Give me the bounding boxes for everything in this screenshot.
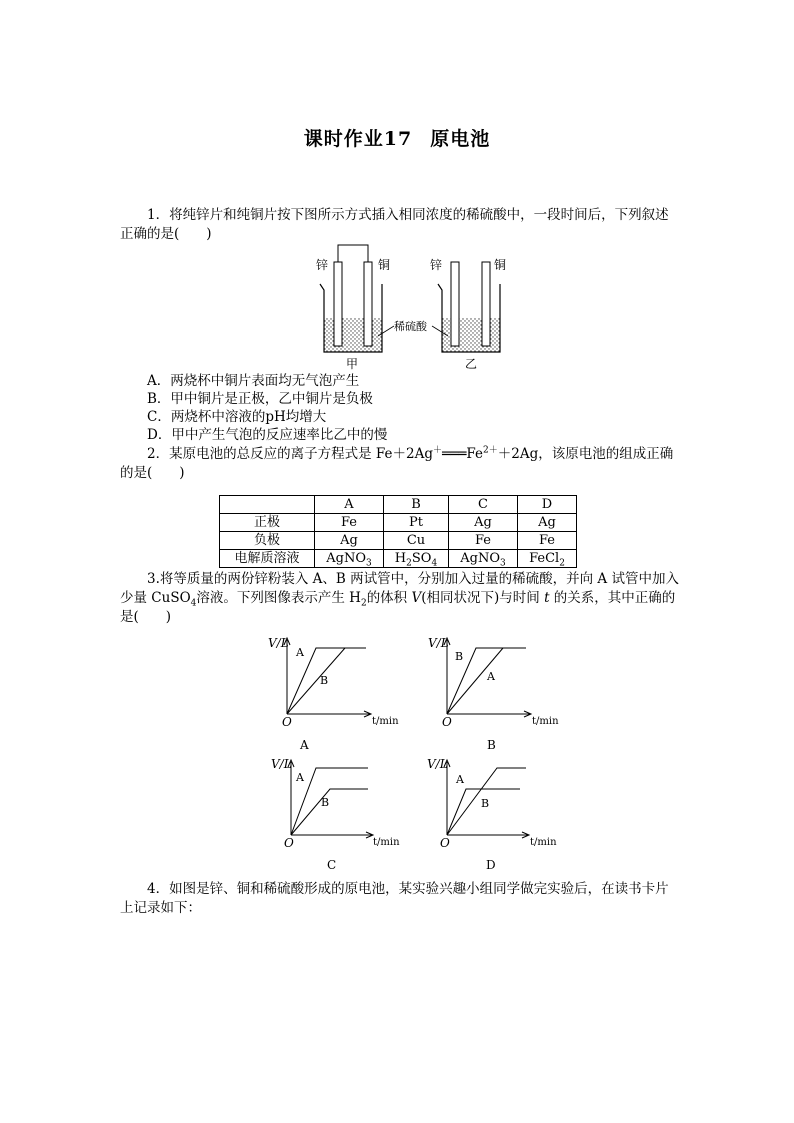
q2-sup-fe: 2＋ <box>483 445 498 456</box>
q1-option-c: C．两烧杯中溶液的pH均增大 <box>147 409 327 425</box>
page-title <box>0 124 794 151</box>
graph-b-curve-b-label: B <box>455 650 464 663</box>
beaker-jia-outline <box>320 284 382 352</box>
graph-a-ylabel: V/L <box>268 636 289 650</box>
graph-c-x-arrow <box>366 832 373 838</box>
q2-sup-ag: ＋ <box>432 445 442 456</box>
table-cell: 负极 <box>220 532 315 550</box>
graph-d-origin: O <box>440 836 450 850</box>
copper-label-yi: 铜 <box>494 258 507 272</box>
graph-b-x-arrow <box>524 711 531 717</box>
q3-stem-c: 的体积 <box>366 590 412 606</box>
graph-a-caption: A <box>300 738 309 752</box>
formula-base: SO <box>411 551 432 566</box>
zinc-label-yi: 锌 <box>430 258 443 272</box>
q3-stem-e: 的关系，其中正确的是( ) <box>120 590 676 625</box>
q1-option-a: A．两烧杯中铜片表面均无气泡产生 <box>147 373 360 389</box>
table-cell <box>384 550 449 568</box>
formula-base: FeCl <box>529 551 560 566</box>
graph-c-ylabel: V/L <box>271 757 292 771</box>
table-cell: 电解质溶液 <box>220 550 315 568</box>
table-cell: Fe <box>518 532 577 550</box>
acid-solution-yi <box>442 318 500 352</box>
graph-b-origin: O <box>442 715 452 729</box>
formula-sub: 3 <box>500 558 506 569</box>
copper-strip-yi <box>482 262 490 346</box>
beaker-yi <box>438 262 500 352</box>
graph-d-ylabel: V/L <box>427 757 448 771</box>
graph-c-curve-a-label: A <box>296 771 304 784</box>
table-cell: Ag <box>518 514 577 532</box>
formula-base: AgNO <box>460 551 500 566</box>
q3-v: V <box>411 590 422 606</box>
title-number: 17 <box>383 128 413 150</box>
table-cell: 正极 <box>220 514 315 532</box>
table-header-cell: C <box>449 496 518 514</box>
table-cell: Fe <box>315 514 384 532</box>
graph-b-ylabel: V/L <box>428 636 449 650</box>
acid-solution-jia <box>324 318 382 352</box>
table-cell: Cu <box>384 532 449 550</box>
graph-c-origin: O <box>284 836 294 850</box>
table-cell: Fe <box>449 532 518 550</box>
beaker-label-jia: 甲 <box>346 357 359 371</box>
q3-stem-b: 溶液。下列图像表示产生 H <box>196 590 361 606</box>
q3-stem-a: 3.将等质量的两份锌粉装入 A、B 两试管中，分别加入过量的稀硫酸，并向 A 试管中加入少量 CuSO <box>120 571 679 606</box>
title-prefix: 课时作业 <box>303 128 384 150</box>
graph-c-caption: C <box>327 858 337 872</box>
title-name: 原电池 <box>430 128 491 150</box>
q3-t: t <box>544 590 550 606</box>
acid-pointer-left <box>378 326 394 336</box>
q2-table <box>219 495 577 568</box>
q3-stem-d: (相同状况下)与时间 <box>421 590 545 606</box>
table-header-cell: A <box>315 496 384 514</box>
graph-d-xlabel: t/min <box>530 837 557 848</box>
graph-b-caption: B <box>487 738 496 752</box>
graph-a-origin: O <box>282 715 292 729</box>
formula-base: AgNO <box>326 551 366 566</box>
acid-label: 稀硫酸 <box>394 320 427 333</box>
graph-d-caption: D <box>486 858 496 872</box>
wire-jia <box>338 245 368 262</box>
graph-d-x-arrow <box>522 832 529 838</box>
beaker-yi-outline <box>438 284 500 352</box>
table-row <box>220 496 577 514</box>
beaker-label-yi: 乙 <box>465 357 478 371</box>
table-cell <box>315 550 384 568</box>
acid-pointer-right <box>432 326 448 336</box>
zinc-strip-yi <box>451 262 459 346</box>
q4-stem: 4．如图是锌、铜和稀硫酸形成的原电池，某实验兴趣小组同学做完实验后，在读书卡片上记录如下： <box>120 881 669 916</box>
formula-sub: 3 <box>366 558 372 569</box>
formula-base: H <box>394 551 407 566</box>
graph-a-x-arrow <box>364 711 371 717</box>
q3-sub-2: 2 <box>360 598 367 609</box>
graph-d-curve-a-label: A <box>456 773 464 786</box>
table-header-cell: B <box>384 496 449 514</box>
table-row <box>220 550 577 568</box>
table-cell: Ag <box>449 514 518 532</box>
q2-stem <box>120 445 680 483</box>
copper-label-jia: 铜 <box>378 258 391 272</box>
graph-b-curve-a-label: A <box>487 670 495 683</box>
zinc-label-jia: 锌 <box>316 258 329 272</box>
q2-stem-b: ═══Fe <box>442 446 484 462</box>
beaker-jia <box>320 245 382 352</box>
table-header-cell: D <box>518 496 577 514</box>
table-cell: Pt <box>384 514 449 532</box>
table-row <box>220 514 577 532</box>
q3-sub-4: 4 <box>190 598 197 609</box>
table-header-cell <box>220 496 315 514</box>
q1-stem: 1．将纯锌片和纯铜片按下图所示方式插入相同浓度的稀硫酸中，一段时间后，下列叙述正确的是( ) <box>120 207 669 242</box>
table-cell: Ag <box>315 532 384 550</box>
q2-stem-c: ＋2Ag，该原电池的组成正确的是( ) <box>120 446 674 481</box>
table-row <box>220 532 577 550</box>
table-cell <box>518 550 577 568</box>
q1-option-b: B．甲中铜片是正极，乙中铜片是负极 <box>147 391 373 407</box>
zinc-strip-jia <box>334 262 342 346</box>
graph-c-xlabel: t/min <box>373 837 400 848</box>
graph-c-curve-b <box>291 789 368 835</box>
formula-sub: 2 <box>559 558 565 569</box>
copper-strip-jia <box>364 262 372 346</box>
formula-sub: 4 <box>431 558 438 569</box>
graph-a-xlabel: t/min <box>372 716 399 727</box>
q2-stem-a: 2．某原电池的总反应的离子方程式是 Fe＋2Ag <box>147 446 433 462</box>
graph-b-xlabel: t/min <box>532 716 559 727</box>
table-cell <box>449 550 518 568</box>
graph-c-curve-b-label: B <box>321 796 330 809</box>
q1-option-d: D．甲中产生气泡的反应速率比乙中的慢 <box>147 427 388 443</box>
q3-stem <box>120 570 680 627</box>
graph-d-curve-a <box>447 789 520 835</box>
graph-d-curve-b-label: B <box>481 797 490 810</box>
graph-a-curve-b-label: B <box>320 674 329 687</box>
graph-a-curve-a-label: A <box>296 646 304 659</box>
formula-sub: 2 <box>406 558 412 569</box>
